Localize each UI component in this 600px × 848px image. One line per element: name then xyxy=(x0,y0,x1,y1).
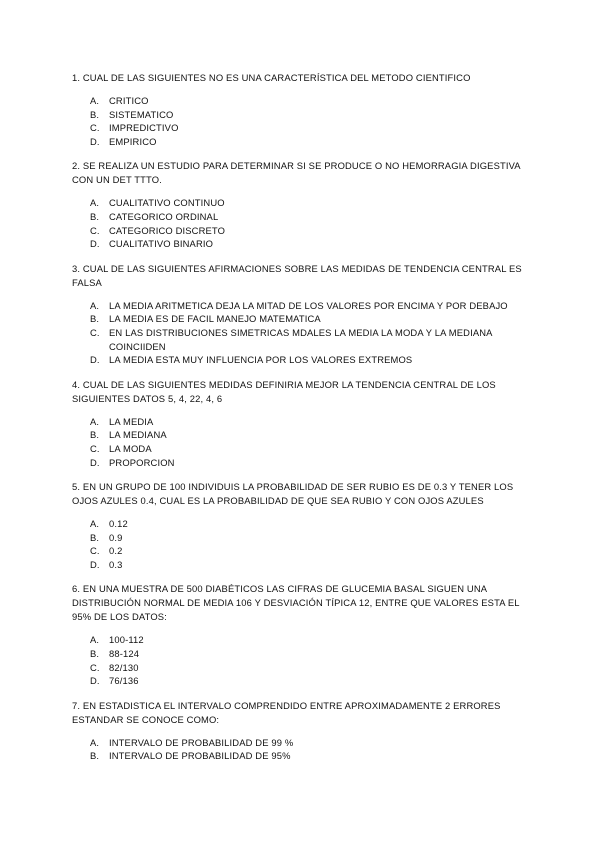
option-d xyxy=(90,558,532,572)
option-letter: A. xyxy=(90,299,100,311)
option-letter: D. xyxy=(90,558,100,570)
option-text: CATEGORICO ORDINAL xyxy=(109,210,219,222)
option-letter: A. xyxy=(90,736,100,748)
option-text: 76/136 xyxy=(109,675,139,687)
option-letter: A. xyxy=(90,95,100,106)
option-text: SISTEMATICO xyxy=(109,108,174,120)
option-b xyxy=(90,312,532,326)
option-text: 100-112 xyxy=(109,634,144,646)
option-b xyxy=(90,749,532,763)
question-1 xyxy=(72,71,532,148)
option-c xyxy=(90,224,532,238)
option-b xyxy=(90,428,532,442)
option-text: IMPREDICTIVO xyxy=(109,122,179,134)
option-text: 82/130 xyxy=(109,661,139,673)
options-list xyxy=(72,299,532,367)
question-text: 6. EN UNA MUESTRA DE 500 DIABÉTICOS LAS CIFRAS DE GLUCEMIA BASAL SIGUEN UNA DISTRIBUCIÓN NORMAL DE MEDIA 106 Y DESVIACIÓN TÍPICA 12, ENTRE QUE VALORES ESTA EL 95% DE LOS DATOS: xyxy=(72,583,520,623)
option-letter: C. xyxy=(90,545,100,557)
option-letter: C. xyxy=(90,122,100,134)
option-c xyxy=(90,121,532,135)
question-6 xyxy=(72,582,532,687)
option-text: CATEGORICO DISCRETO xyxy=(109,224,226,236)
option-letter: C. xyxy=(90,326,100,338)
option-b xyxy=(90,531,532,545)
option-text: LA MEDIA ARITMETICA DEJA LA MITAD DE LOS VALORES POR ENCIMA Y POR DEBAJO xyxy=(109,299,508,311)
option-d xyxy=(90,674,532,688)
option-c xyxy=(90,661,532,675)
question-text: 3. CUAL DE LAS SIGUIENTES AFIRMACIONES SOBRE LAS MEDIDAS DE TENDENCIA CENTRAL ES FALSA xyxy=(72,262,522,288)
document-page xyxy=(72,71,532,774)
question-text: 4. CUAL DE LAS SIGUIENTES MEDIDAS DEFINIRIA MEJOR LA TENDENCIA CENTRAL DE LOS SIGUIENTES DATOS 5, 4, 22, 4, 6 xyxy=(72,378,496,404)
option-a xyxy=(90,196,532,210)
option-text: LA MEDIA ES DE FACIL MANEJO MATEMATICA xyxy=(109,313,321,325)
option-letter: A. xyxy=(90,518,100,530)
option-letter: D. xyxy=(90,456,100,468)
option-letter: D. xyxy=(90,675,100,687)
question-7 xyxy=(72,699,532,763)
question-2 xyxy=(72,159,532,250)
option-text: 0.2 xyxy=(109,545,123,557)
option-letter: A. xyxy=(90,197,100,209)
option-d xyxy=(90,135,532,149)
options-list xyxy=(72,94,532,148)
question-text: 5. EN UN GRUPO DE 100 INDIVIDUIS LA PROBABILIDAD DE SER RUBIO ES DE 0.3 Y TENER LOS OJOS AZULES 0.4, CUAL ES LA PROBABILIDAD DE QUE SEA RUBIO Y CON OJOS AZULES xyxy=(72,481,514,507)
option-letter: D. xyxy=(90,238,100,250)
option-text: LA MODA xyxy=(109,442,152,454)
option-letter: B. xyxy=(90,313,100,325)
option-letter: B. xyxy=(90,108,100,120)
option-b xyxy=(90,647,532,661)
option-letter: C. xyxy=(90,224,100,236)
question-text: 2. SE REALIZA UN ESTUDIO PARA DETERMINAR SI SE PRODUCE O NO HEMORRAGIA DIGESTIVA CON UN DET TTTO. xyxy=(72,160,521,186)
option-a xyxy=(90,633,532,647)
options-list xyxy=(72,517,532,571)
option-a xyxy=(90,517,532,531)
option-text: CUALITATIVO BINARIO xyxy=(109,238,214,250)
option-letter: D. xyxy=(90,354,100,366)
option-letter: B. xyxy=(90,648,100,660)
option-text: PROPORCION xyxy=(109,456,175,468)
options-list xyxy=(72,736,532,763)
option-d xyxy=(90,237,532,251)
options-list xyxy=(72,633,532,687)
question-text: 1. CUAL DE LAS SIGUIENTES NO ES UNA CARACTERÍSTICA DEL METODO CIENTIFICO xyxy=(72,72,471,83)
option-c xyxy=(90,544,532,558)
option-a xyxy=(90,415,532,429)
option-text: 88-124 xyxy=(109,648,140,660)
option-text: CUALITATIVO CONTINUO xyxy=(109,197,225,209)
option-text: LA MEDIA xyxy=(109,415,154,427)
option-text: 0.9 xyxy=(109,531,123,543)
options-list xyxy=(72,196,532,250)
option-a xyxy=(90,299,532,313)
option-c xyxy=(90,326,532,353)
option-letter: C. xyxy=(90,442,100,454)
option-text: LA MEDIA ESTA MUY INFLUENCIA POR LOS VALORES EXTREMOS xyxy=(109,354,413,366)
option-b xyxy=(90,210,532,224)
option-text: INTERVALO DE PROBABILIDAD DE 99 % xyxy=(109,736,294,748)
option-letter: B. xyxy=(90,429,100,441)
option-text: LA MEDIANA xyxy=(109,429,167,441)
option-text: CRITICO xyxy=(109,95,149,106)
option-letter: A. xyxy=(90,415,100,427)
option-letter: B. xyxy=(90,210,100,222)
option-text: EN LAS DISTRIBUCIONES SIMETRICAS MDALES LA MEDIA LA MODA Y LA MEDIANA COINCIIDEN xyxy=(109,326,493,352)
question-4 xyxy=(72,378,532,469)
question-5 xyxy=(72,480,532,571)
question-3 xyxy=(72,262,532,367)
option-a xyxy=(90,94,532,108)
question-text: 7. EN ESTADISTICA EL INTERVALO COMPRENDIDO ENTRE APROXIMADAMENTE 2 ERRORES ESTANDAR SE CONOCE COMO: xyxy=(72,699,501,725)
option-d xyxy=(90,353,532,367)
option-letter: D. xyxy=(90,135,100,147)
option-text: 0.12 xyxy=(109,518,128,530)
option-text: EMPIRICO xyxy=(109,135,157,147)
option-d xyxy=(90,456,532,470)
option-letter: A. xyxy=(90,634,100,646)
option-text: 0.3 xyxy=(109,558,123,570)
option-text: INTERVALO DE PROBABILIDAD DE 95% xyxy=(109,750,291,762)
option-letter: B. xyxy=(90,750,100,762)
option-b xyxy=(90,108,532,122)
option-letter: B. xyxy=(90,531,100,543)
option-a xyxy=(90,736,532,750)
options-list xyxy=(72,415,532,469)
option-letter: C. xyxy=(90,661,100,673)
option-c xyxy=(90,442,532,456)
